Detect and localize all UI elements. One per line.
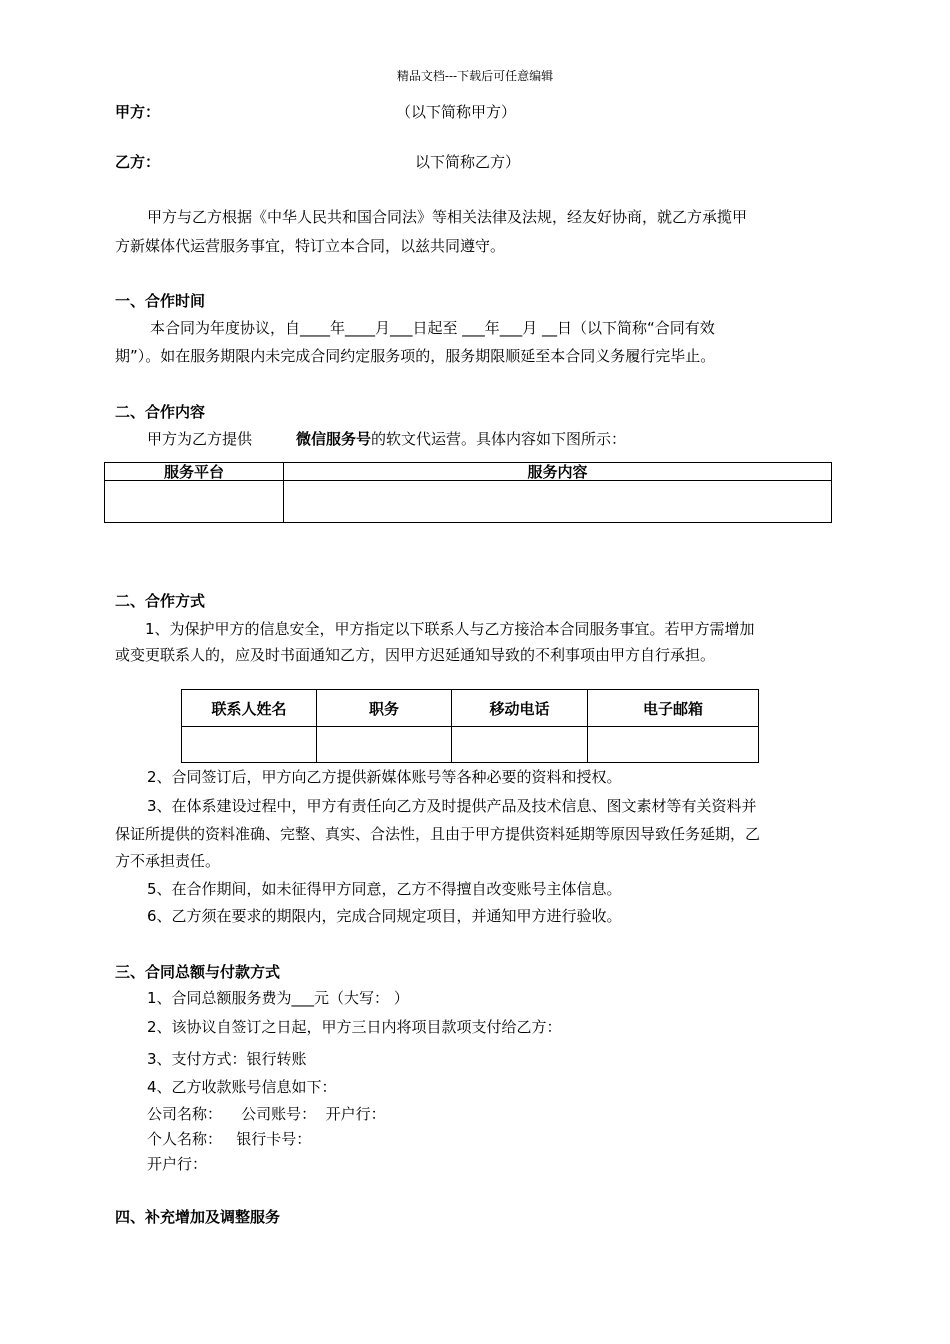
section3-item3-line-1: 3、在体系建设过程中，甲方有责任向乙方及时提供产品及技术信息、图文素材等有关资料并 xyxy=(147,797,757,815)
section3-item3-line-3: 方不承担责任。 xyxy=(115,852,221,870)
contact-phone-header: 移动电话 xyxy=(452,690,588,727)
section3-item1-line-2: 或变更联系人的，应及时书面通知乙方，因甲方迟延通知导致的不利事项由甲方自行承担。 xyxy=(115,646,716,664)
section4-item4: 4、乙方收款账号信息如下： xyxy=(147,1078,337,1096)
wechat-service-account: 微信服务号 xyxy=(296,430,372,448)
contact-phone-cell[interactable] xyxy=(452,727,588,763)
contact-name-cell[interactable] xyxy=(182,727,317,763)
section4-item2: 2、该协议自签订之日起，甲方三日内将项目款项支付给乙方： xyxy=(147,1018,562,1036)
party-b-label: 乙方： xyxy=(115,153,161,171)
contact-table xyxy=(181,689,759,763)
section3-item5: 5、在合作期间，如未征得甲方同意，乙方不得擅自改变账号主体信息。 xyxy=(147,880,622,898)
intro-line-1: 甲方与乙方根据《中华人民共和国合同法》等相关法律及法规，经友好协商，就乙方承揽甲 xyxy=(147,208,748,226)
party-a-label: 甲方： xyxy=(115,103,161,121)
section4-title: 三、合同总额与付款方式 xyxy=(115,963,281,981)
section3-item6: 6、乙方须在要求的期限内，完成合同规定项目，并通知甲方进行验收。 xyxy=(147,907,622,925)
section3-item3-line-2: 保证所提供的资料准确、完整、真实、合法性，且由于甲方提供资料延期等原因导致任务延期，乙 xyxy=(115,825,761,843)
section2-intro xyxy=(147,429,626,449)
intro-line-2: 方新媒体代运营服务事宜，特订立本合同，以兹共同遵守。 xyxy=(115,237,506,255)
contact-name-header: 联系人姓名 xyxy=(182,690,317,727)
personal-account-line: 个人名称： 银行卡号： xyxy=(147,1130,312,1148)
section2-prefix: 甲方为乙方提供 xyxy=(147,430,253,448)
service-content-header: 服务内容 xyxy=(284,463,832,481)
section3-title: 二、合作方式 xyxy=(115,592,206,610)
section1-title: 一、合作时间 xyxy=(115,292,206,310)
contact-email-header: 电子邮箱 xyxy=(588,690,759,727)
section5-title: 四、补充增加及调整服务 xyxy=(115,1208,281,1226)
service-table xyxy=(104,462,832,523)
service-content-cell[interactable] xyxy=(284,481,832,523)
contact-email-cell[interactable] xyxy=(588,727,759,763)
header-note: 精品文档---下载后可任意编辑 xyxy=(396,69,554,83)
section1-line-2: 期”）。如在服务期限内未完成合同约定服务项的，服务期限顺延至本合同义务履行完毕止。 xyxy=(115,347,716,365)
party-a-note: （以下简称甲方） xyxy=(396,103,517,121)
section4-item3: 3、支付方式：银行转账 xyxy=(147,1050,307,1068)
section2-suffix: 的软文代运营。具体内容如下图所示： xyxy=(371,430,627,448)
section4-item1: 1、合同总额服务费为___元（大写： ） xyxy=(147,989,409,1007)
section3-item2: 2、合同签订后，甲方向乙方提供新媒体账号等各种必要的资料和授权。 xyxy=(147,768,622,786)
bank-line: 开户行： xyxy=(147,1155,208,1173)
service-platform-header: 服务平台 xyxy=(105,463,284,481)
section3-item1-line-1: 1、为保护甲方的信息安全，甲方指定以下联系人与乙方接洽本合同服务事宜。若甲方需增加 xyxy=(145,620,755,638)
company-account-line: 公司名称： 公司账号： 开户行： xyxy=(147,1105,386,1123)
section1-line-1: 本合同为年度协议，自____年____月___日起至 ___年___月 __日（以下简称“合同有效 xyxy=(150,319,715,337)
section2-title: 二、合作内容 xyxy=(115,403,206,421)
party-b-note: 以下简称乙方） xyxy=(415,153,521,171)
contact-title-header: 职务 xyxy=(317,690,452,727)
contact-title-cell[interactable] xyxy=(317,727,452,763)
service-platform-cell[interactable] xyxy=(105,481,284,523)
